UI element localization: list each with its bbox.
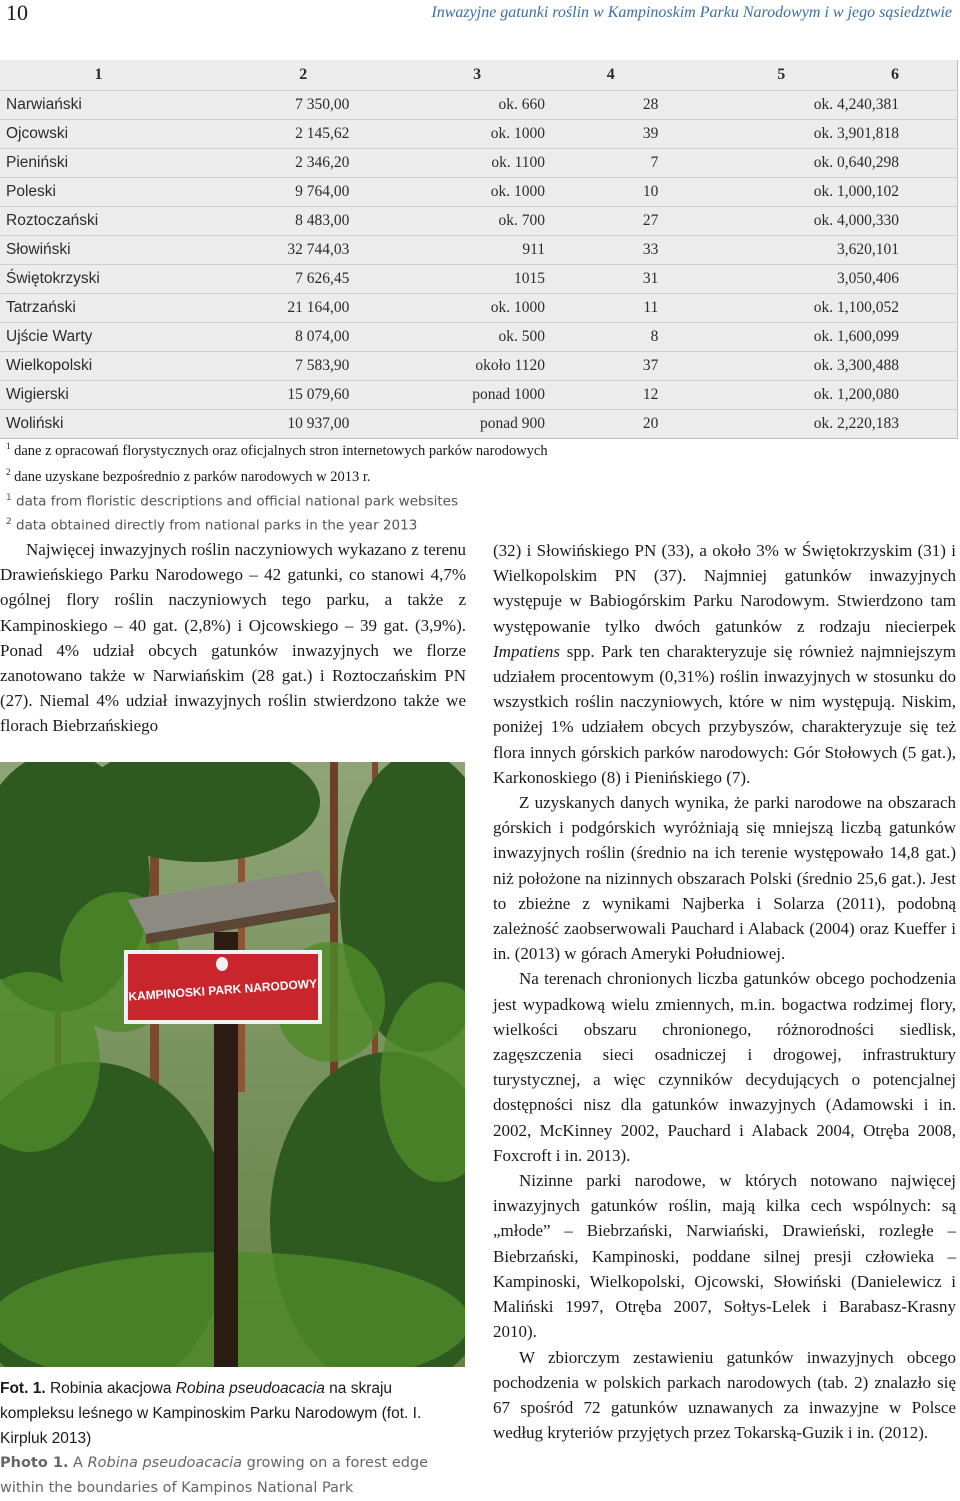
table-cell: 7 626,45 bbox=[197, 265, 349, 294]
table-cell: Tatrzański bbox=[0, 294, 197, 323]
footnote-en: $^1$ data from floristic descriptions and official national park websites bbox=[6, 492, 459, 510]
table-header-cell: 1 bbox=[94, 66, 103, 83]
table-cell: ok. 1000 bbox=[349, 294, 545, 323]
table-cell: ok. 4,24 bbox=[658, 91, 864, 120]
table-cell: 0,101 bbox=[864, 236, 957, 265]
table-cell: 12 bbox=[545, 381, 658, 410]
table-cell: Poleski bbox=[0, 178, 197, 207]
table-cell: 0,330 bbox=[864, 207, 957, 236]
table-header-cell: 3 bbox=[473, 66, 482, 83]
table-cell: ok. 1,10 bbox=[658, 294, 864, 323]
table-cell: 39 bbox=[545, 120, 658, 149]
table-cell: 0,381 bbox=[864, 91, 957, 120]
table-cell: Narwiański bbox=[0, 91, 197, 120]
table-cell: 28 bbox=[545, 91, 658, 120]
table-cell: Roztoczański bbox=[0, 207, 197, 236]
caption-pl: Fot. 1. Robinia akacjowa Robina pseudoacacia na skraju kompleksu leśnego w Kampinoskim Parku Narodowym (fot. I. Kirpluk 2013) bbox=[0, 1380, 422, 1447]
paragraph: Na terenach chronionych liczba gatunków obcego pochodzenia jest wypadkową wielu zmiennych, m.in. bogactwa rodzimej flory, wielkości obszaru chronionego, różnorodności siedlisk, zagęszczenia sieci osadniczej i drogowej, infrastruktury turystycznej, a więc czynników decydujących o potencjalnej dostępności nisz dla gatunków inwazyjnych (Adamowski i in. 2002, McKinney 2002, Pauchard i Alaback 2004, Otręba 2008, Foxcroft i in. 2013). bbox=[493, 969, 956, 1165]
table-row bbox=[0, 91, 958, 120]
table-row bbox=[0, 323, 958, 352]
table-cell: 7 bbox=[545, 149, 658, 178]
table-cell: ok. 1,60 bbox=[658, 323, 864, 352]
table-cell: 0,052 bbox=[864, 294, 957, 323]
table-row bbox=[0, 149, 958, 178]
table-cell: 11 bbox=[545, 294, 658, 323]
paragraph: Nizinne parki narodowe, w których notowano najwięcej inwazyjnych gatunków roślin, mają kilka cech wspólnych: są „młode” – Biebrzański, Narwiański, Drawieński, rozległe –Biebrzański, Kampinoski, poddane silnej presji człowieka – Kampinoski, Wielkopolski, Ojcowski, Słowiński (Danielewicz i Maliński 1997, Otręba 2007, Sołtys-Lelek i Barabasz-Krasny 2010). bbox=[493, 1171, 956, 1342]
table-cell: 8 074,00 bbox=[197, 323, 349, 352]
paragraph: Najwięcej inwazyjnych roślin naczyniowych wykazano z terenu Drawieńskiego Parku Narodowego – 42 gatunki, co stanowi 4,7% ogólnej flory roślin naczyniowych tego parku, a także z Kampinoskiego – 40 gat. (2,8%) i Ojcowskiego – 39 gat. (3,9%). Ponad 4% udział obcych gatunków inwazyjnych we florze zanotowano także w Narwiańskim (28 gat.) i Roztoczańskim PN (27). Niemal 4% udział inwazyjnych roślin stwierdzono także we florach Biebrzańskiego bbox=[0, 540, 466, 736]
left-column-text bbox=[0, 537, 466, 739]
table-cell: Wielkopolski bbox=[0, 352, 197, 381]
photo-caption bbox=[0, 1376, 466, 1501]
table-cell: 911 bbox=[349, 236, 545, 265]
table-cell: 15 079,60 bbox=[197, 381, 349, 410]
table-cell: 3,05 bbox=[658, 265, 864, 294]
table-cell: 0,099 bbox=[864, 323, 957, 352]
table-row bbox=[0, 352, 958, 381]
table-row bbox=[0, 207, 958, 236]
table-cell: 7 350,00 bbox=[197, 91, 349, 120]
table-row bbox=[0, 265, 958, 294]
table-row bbox=[0, 236, 958, 265]
table-cell: ok. 700 bbox=[349, 207, 545, 236]
table-cell: 0,102 bbox=[864, 178, 957, 207]
running-title: Inwazyjne gatunki roślin w Kampinoskim Parku Narodowym i w jego sąsiedztwie bbox=[431, 4, 952, 21]
table-cell: Słowiński bbox=[0, 236, 197, 265]
table-cell: ok. 660 bbox=[349, 91, 545, 120]
table-cell: ok. 0,64 bbox=[658, 149, 864, 178]
table-cell: 20 bbox=[545, 410, 658, 439]
table-cell: 32 744,03 bbox=[197, 236, 349, 265]
table-cell: 10 937,00 bbox=[197, 410, 349, 439]
table-cell: około 1120 bbox=[349, 352, 545, 381]
table-cell: ok. 2,22 bbox=[658, 410, 864, 439]
table-header-cell: 2 bbox=[299, 66, 308, 83]
forest-photo-illustration bbox=[0, 762, 465, 1367]
parks-table bbox=[0, 60, 958, 439]
table-header-cell: 6 bbox=[891, 66, 899, 83]
table-cell: 9 764,00 bbox=[197, 178, 349, 207]
table-cell: 3,62 bbox=[658, 236, 864, 265]
table-header-cell: 4 bbox=[606, 66, 615, 83]
table-cell: 0,406 bbox=[864, 265, 957, 294]
table-cell: 0,183 bbox=[864, 410, 957, 439]
table-cell: Wigierski bbox=[0, 381, 197, 410]
paragraph: Z uzyskanych danych wynika, że parki narodowe na obszarach górskich i podgórskich wyróżniają się mniejszą liczbą gatunków inwazyjnych roślin (średnio na ich terenie występowało 14,8 gat.) niż położone na nizinnych obszarach Polski (średnio 25,6 gat.). Jest to zbieżne z wynikami Najberka i Solarza (2011), podobną zależność zaobserwowali Pauchard i Alaback (2004) oraz Kueffer i in. (2013) w górach Ameryki Południowej. bbox=[493, 793, 956, 964]
paragraph: W zbiorczym zestawieniu gatunków inwazyjnych obcego pochodzenia w polskich parkach narodowych (tab. 2) znalazło się 67 spośród 72 gatunków uznawanych za inwazyjne w Polsce według kryteriów przyjętych przez Tokarską-Guzik i in. (2012). bbox=[493, 1347, 956, 1443]
table-footnotes bbox=[6, 436, 548, 537]
table-cell: 8 bbox=[545, 323, 658, 352]
table-cell: Ojcowski bbox=[0, 120, 197, 149]
table-cell: 0,298 bbox=[864, 149, 957, 178]
table-cell: ok. 3,30 bbox=[658, 352, 864, 381]
table-cell: 2 145,62 bbox=[197, 120, 349, 149]
table-cell: ok. 1,20 bbox=[658, 381, 864, 410]
table-header-row bbox=[0, 60, 958, 91]
sign-text: KAMPINOSKI PARK NARODOWY bbox=[127, 976, 318, 1004]
table-cell: 31 bbox=[545, 265, 658, 294]
table-cell: 27 bbox=[545, 207, 658, 236]
paragraph: (32) i Słowińskiego PN (33), a około 3% w Świętokrzyskim (31) i Wielkopolskim PN (37). Najmniej gatunków inwazyjnych występuje w Babiogórskim Parku Narodowym. Stwierdzono tam występowanie tylko dwóch gatunków z rodzaju niecierpek Impatiens spp. Park ten charakteryzuje się również najmniejszym udziałem procentowym (0,31%) roślin inwazyjnych w stosunku do wszystkich roślin naczyniowych, które w nim występują. Niskim, poniżej 1% udziałem obcych przybyszów, charakteryzuje się też flora innych górskich parków narodowych: Gór Stołowych (5 gat.), Karkonoskiego (8) i Pienińskiego (7). bbox=[493, 541, 956, 787]
table-row bbox=[0, 410, 958, 439]
table-cell: 10 bbox=[545, 178, 658, 207]
table-row bbox=[0, 294, 958, 323]
photo-kampinos-sign bbox=[0, 762, 465, 1367]
table-cell: ok. 1100 bbox=[349, 149, 545, 178]
table-cell: ok. 500 bbox=[349, 323, 545, 352]
table-cell: 0,080 bbox=[864, 381, 957, 410]
table-cell: 1,818 bbox=[864, 120, 957, 149]
table-cell: ponad 1000 bbox=[349, 381, 545, 410]
table-header-cell: 5 bbox=[777, 66, 786, 83]
table-cell: 1015 bbox=[349, 265, 545, 294]
table-cell: 2 346,20 bbox=[197, 149, 349, 178]
table-cell: 33 bbox=[545, 236, 658, 265]
table-cell: Ujście Warty bbox=[0, 323, 197, 352]
table-cell: 21 164,00 bbox=[197, 294, 349, 323]
table-cell: 0,488 bbox=[864, 352, 957, 381]
table-cell: ok. 4,00 bbox=[658, 207, 864, 236]
table-row bbox=[0, 381, 958, 410]
table-cell: Pieniński bbox=[0, 149, 197, 178]
table-cell: ok. 1000 bbox=[349, 120, 545, 149]
table-cell: ok. 1,00 bbox=[658, 178, 864, 207]
table-cell: Woliński bbox=[0, 410, 197, 439]
table-cell: 37 bbox=[545, 352, 658, 381]
footnote: $^1$ dane z opracowań florystycznych oraz oficjalnych stron internetowych parków narodowych bbox=[6, 441, 548, 459]
table-cell: ponad 900 bbox=[349, 410, 545, 439]
footnote: $^2$ dane uzyskane bezpośrednio z parków narodowych w 2013 r. bbox=[6, 466, 371, 485]
table-row bbox=[0, 178, 958, 207]
caption-en: Photo 1. A Robina pseudoacacia growing on a forest edge within the boundaries of Kampinos National Park bbox=[0, 1455, 429, 1496]
table-row bbox=[0, 120, 958, 149]
page-number: 10 bbox=[6, 0, 28, 25]
table-cell: ok. 1000 bbox=[349, 178, 545, 207]
table-cell: Świętokrzyski bbox=[0, 265, 197, 294]
table-cell: 7 583,90 bbox=[197, 352, 349, 381]
table-cell: ok. 3,90 bbox=[658, 120, 864, 149]
table-cell: 8 483,00 bbox=[197, 207, 349, 236]
footnote-en: $^2$ data obtained directly from national parks in the year 2013 bbox=[6, 517, 418, 534]
right-column-text bbox=[493, 538, 956, 1445]
